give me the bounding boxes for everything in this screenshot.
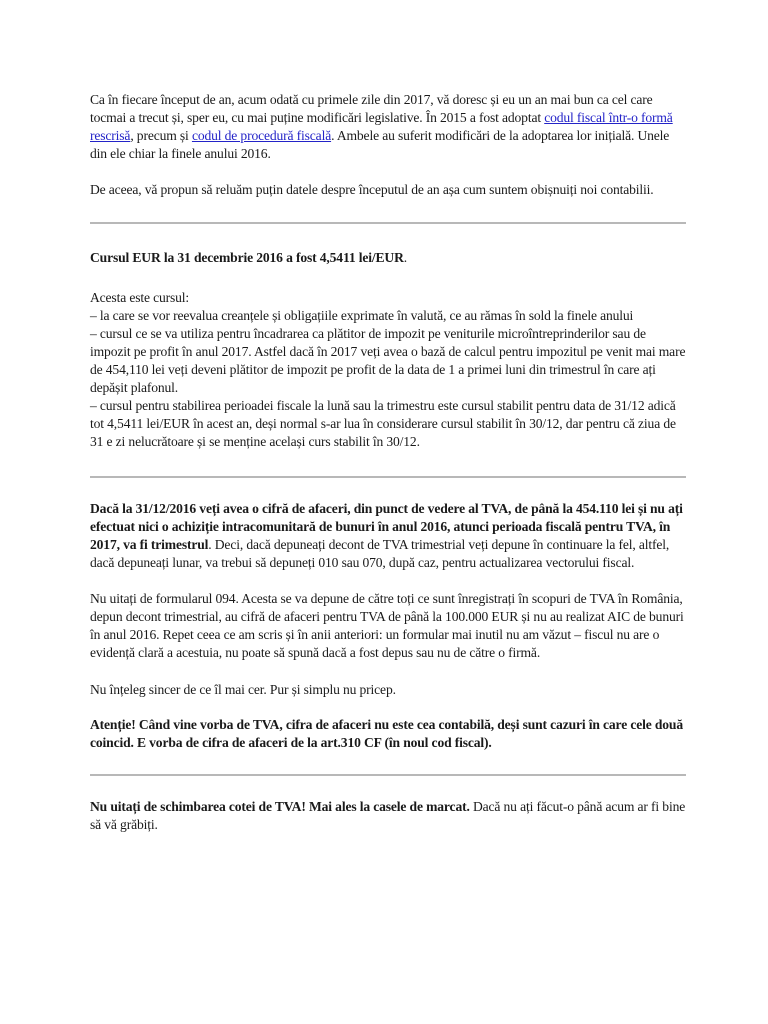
section-divider xyxy=(90,476,686,478)
cod-fiscal-link[interactable]: codul fiscal într-o formă rescrisă xyxy=(90,110,673,143)
curs-heading-tail: . xyxy=(403,250,408,265)
curs-list xyxy=(90,289,686,451)
curs-lead: Acesta este cursul: xyxy=(90,290,190,305)
warning-bold: Atenție! Când vine vorba de TVA, cifra de afaceri nu este cea contabilă, deși sunt cazuri în care cele două coincid. E vorba de cifra de afaceri de la art.310 CF (în noul cod fiscal). xyxy=(90,717,683,750)
formular-094-paragraph: Nu uitați de formularul 094. Acesta se va depune de către toți ce sunt înregistrați în scopuri de TVA în România, depun decont trimestrial, au cifră de afaceri pentru TVA de până la 100.000 EUR și nu au realizat AIC de bunuri în anul 2016. Repet ceea ce am scris și în anii anteriori: un formular mai inutil nu am văzut – fiscul nu are o evidență clară a acestuia, nu poate să spună dacă a fost depus sau nu de către o firmă. xyxy=(90,591,684,660)
tva-paragraph-rest: . Deci, dacă depuneați decont de TVA trimestrial veți depune în continuare la fel, altfel, dacă depuneați lunar, va trebui să depuneți 010 sau 070, după caz, pentru actualizarea vectorului fiscal. xyxy=(90,537,670,570)
warning-paragraph xyxy=(90,716,686,752)
intro-paragraph xyxy=(90,91,686,163)
intro-paragraph-2: De aceea, vă propun să reluăm puțin datele despre începutul de an așa cum suntem obișnuiți noi contabilii. xyxy=(90,182,654,197)
intro-text-b: , precum și xyxy=(130,128,192,143)
tva-paragraph-bold: Dacă la 31/12/2016 veți avea o cifră de afaceri, din punct de vedere al TVA, de până la 454.110 lei și nu ați efectuat nici o achiziție intracomunitară de bunuri în anul 2016, atunci perioada fiscală pentru TVA, în 2017, va fi trimestrul xyxy=(90,501,683,552)
cote-paragraph xyxy=(90,798,686,834)
cod-procedura-fiscala-link[interactable]: codul de procedură fiscală xyxy=(191,128,332,143)
curs-item: – la care se vor reevalua creanțele și obligațiile exprimate în valută, ce au rămas în sold la finele anului xyxy=(90,308,634,323)
article-body xyxy=(90,91,686,834)
tva-paragraph xyxy=(90,500,686,572)
cote-bold: Nu uitați de schimbarea cotei de TVA! Mai ales la casele de marcat. xyxy=(90,799,470,814)
curs-heading-bold: Cursul EUR la 31 decembrie 2016 a fost 4,5411 lei/EUR xyxy=(90,250,404,265)
section-divider xyxy=(90,774,686,776)
cote-rest: Dacă nu ați făcut-o până acum ar fi bine să vă grăbiți. xyxy=(90,799,686,832)
curs-item: – cursul ce se va utiliza pentru încadrarea ca plătitor de impozit pe veniturile microîntreprinderilor sau de impozit pe profit în anul 2017. Astfel dacă în 2017 veți avea o bază de calcul pentru impozitul pe venit mai mare de 454,110 lei veți deveni plătitor de impozit pe profit de la data de 1 a primei luni din trimestrul în care ați depășit plafonul. xyxy=(90,326,686,395)
section-divider xyxy=(90,222,686,224)
intro-text-c: . Ambele au suferit modificări de la adoptarea lor inițială. Unele din ele chiar la finele anului 2016. xyxy=(90,128,670,161)
curs-item: – cursul pentru stabilirea perioadei fiscale la lună sau la trimestru este cursul stabilit pentru data de 31/12 adică tot 4,5411 lei/EUR în acest an, deși normal s-ar lua în considerare cursul stabilit în 30/12, dar pentru că ziua de 31 e zi nelucrătoare și se menține același curs stabilit în 30/12. xyxy=(90,398,676,449)
opinion-paragraph: Nu înțeleg sincer de ce îl mai cer. Pur și simplu nu pricep. xyxy=(90,682,396,697)
intro-text-a: Ca în fiecare început de an, acum odată cu primele zile din 2017, vă doresc și eu un an mai bun ca cel care tocmai a trecut și, sper eu, cu mai puține modificări legislative. În 2015 a fost adoptat xyxy=(90,92,653,125)
curs-heading xyxy=(90,249,686,267)
